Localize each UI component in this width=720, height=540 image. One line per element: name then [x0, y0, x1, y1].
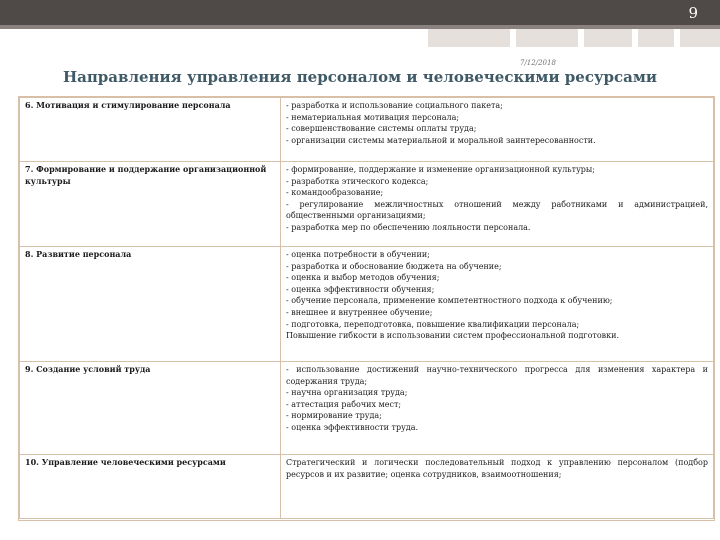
list-item: - разработка этического кодекса;	[286, 176, 429, 186]
category-cell: 7. Формирование и поддержание организационной культуры	[20, 162, 281, 247]
table-row	[20, 362, 714, 455]
list-item: - командообразование;	[286, 188, 384, 198]
items-cell	[281, 455, 714, 519]
list-item: - регулирование межличностных отношений между работниками и администрацией, общественными организациями;	[286, 199, 708, 221]
list-item: - оценка и выбор методов обучения;	[286, 273, 440, 283]
list-item: - аттестация рабочих мест;	[286, 399, 402, 409]
list-item: - использование достижений научно-технического прогресса для изменения характера и содержания труда;	[286, 365, 708, 386]
decorative-stripe	[638, 29, 674, 47]
list-item: - организации системы материальной и моральной заинтересованности.	[286, 135, 596, 145]
items-cell	[281, 362, 714, 455]
list-item: - нормирование труда;	[286, 411, 382, 421]
list-item: - подготовка, переподготовка, повышение квалификации персонала;	[286, 319, 580, 329]
category-cell: 6. Мотивация и стимулирование персонала	[20, 98, 281, 162]
list-item: - разработка и обоснование бюджета на обучение;	[286, 261, 502, 271]
table-row	[20, 247, 714, 362]
items-cell	[281, 162, 714, 247]
list-item: Стратегический и логически последовательный подход к управлению персоналом (подбор ресурсов и их развитие; оценка сотрудников, взаимоотношения;	[286, 458, 708, 479]
list-item: - внешнее и внутреннее обучение;	[286, 307, 433, 317]
list-item: - оценка эффективности обучения;	[286, 284, 435, 294]
directions-table-frame	[18, 96, 715, 521]
category-cell: 9. Создание условий труда	[20, 362, 281, 455]
list-item: - нематериальная мотивация персонала;	[286, 112, 460, 122]
list-item: - совершенствование системы оплаты труда;	[286, 124, 477, 134]
directions-table	[19, 97, 714, 519]
list-item: - научна организация труда;	[286, 388, 408, 398]
slide-title: Направления управления персоналом и человеческими ресурсами	[62, 68, 658, 86]
items-cell	[281, 247, 714, 362]
decorative-stripe	[516, 29, 578, 47]
category-cell: 10. Управление человеческими ресурсами	[20, 455, 281, 519]
list-item: Повышение гибкости в использовании систем профессиональной подготовки.	[286, 331, 620, 341]
table-row	[20, 162, 714, 247]
decorative-stripe	[584, 29, 632, 47]
decorative-stripe	[680, 29, 720, 47]
top-bar	[0, 0, 720, 25]
items-cell	[281, 98, 714, 162]
decorative-stripe	[428, 29, 510, 47]
slide-number: 9	[688, 4, 698, 22]
list-item: - оценка потребности в обучении;	[286, 250, 430, 259]
list-item: - разработка мер по обеспечению лояльности персонала.	[286, 222, 531, 232]
table-row	[20, 98, 714, 162]
list-item: - обучение персонала, применение компетентностного подхода к обучению;	[286, 296, 613, 306]
list-item: - разработка и использование социального пакета;	[286, 101, 503, 110]
list-item: - формирование, поддержание и изменение организационной культуры;	[286, 165, 595, 174]
category-cell: 8. Развитие персонала	[20, 247, 281, 362]
list-item: - оценка эффективности труда.	[286, 422, 419, 432]
table-row	[20, 455, 714, 519]
slide-date: 7/12/2018	[520, 59, 556, 67]
